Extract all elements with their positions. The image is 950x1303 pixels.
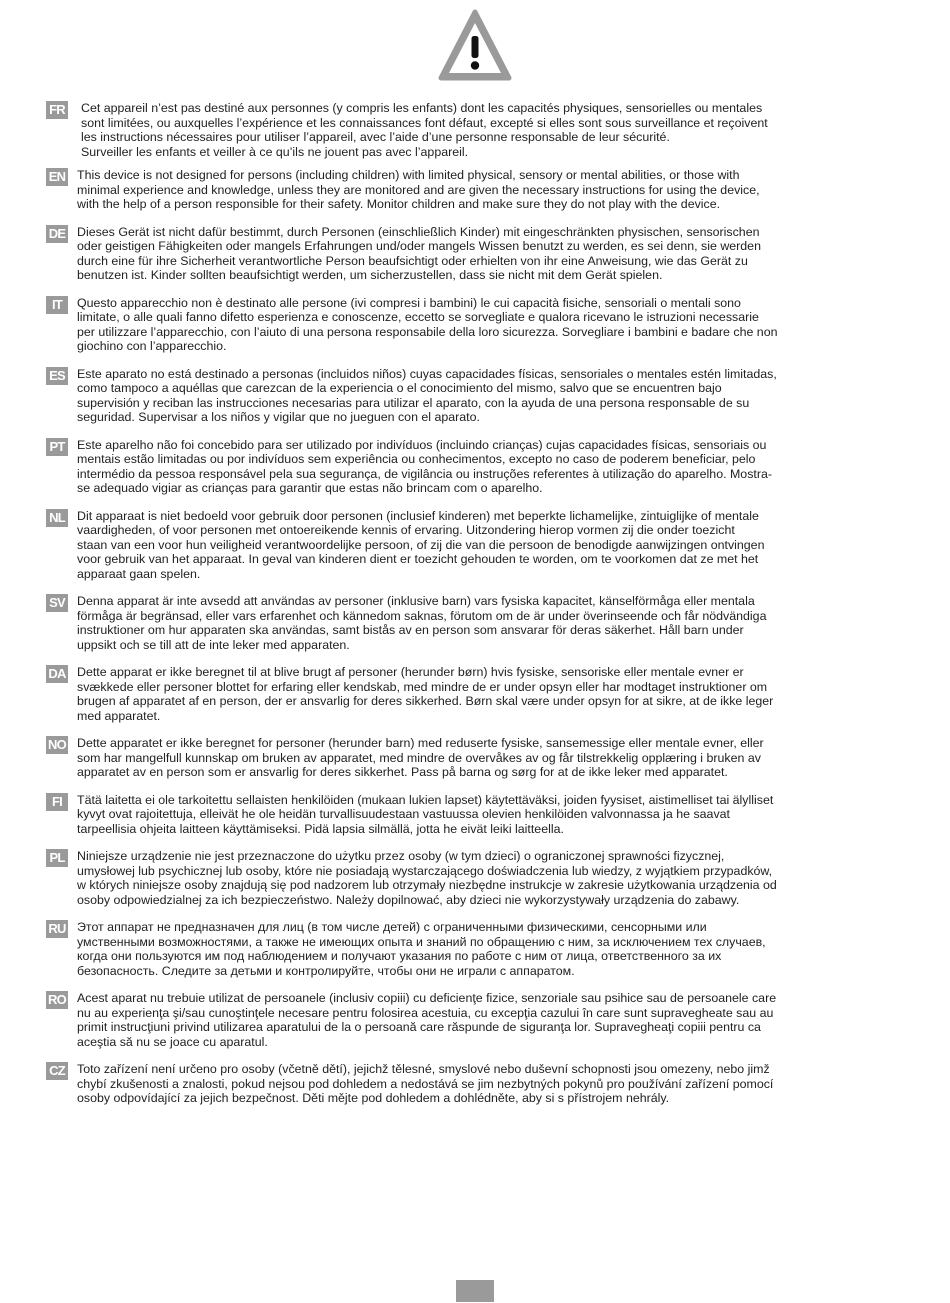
language-code-badge: NL — [46, 509, 68, 527]
section-nl — [46, 509, 908, 582]
language-code-badge: PL — [46, 849, 68, 867]
safety-warnings — [46, 101, 908, 1119]
section-text: Cet appareil n’est pas destiné aux personnes (y compris les enfants) dont les capacités physiques, sensorielles ou mentales sont limitées, ou auxquelles l’expérience et les connaissances font défaut, excepté si elles sont sous surveillance et reçoivent les instructions nécessaires pour utiliser l’appareil, avec l’aide d’une personne responsable de leur sécurité. Surveiller les enfants et veiller à ce qu’ils ne jouent pas avec l’appareil. — [81, 101, 768, 159]
section-en — [46, 168, 908, 212]
language-code-badge: PT — [46, 438, 68, 456]
language-code-badge: NO — [46, 736, 68, 754]
section-ru — [46, 920, 908, 978]
section-text: Dette apparatet er ikke beregnet for personer (herunder barn) med reduserte fysiske, sansemessige eller mentale evner, eller som har mangelfull kunnskap om bruken av apparatet, med mindre de overvåkes av og får tilstrekkelig opplæring i bruken av apparatet av en person som er ansvarlig for deres sikkerhet. Pass på barna og sørg for at de ikke leker med apparatet. — [77, 736, 764, 779]
section-ro — [46, 991, 908, 1049]
section-da — [46, 665, 908, 723]
section-fi — [46, 793, 908, 837]
language-code-badge: SV — [46, 594, 68, 612]
section-text: Denna apparat är inte avsedd att användas av personer (inklusive barn) vars fysiska kapacitet, känselförmåga eller mentala förmåga är begränsad, eller vars erfarenhet och kännedom saknas, förutom om de är under överinseende och får nödvändiga instruktioner om hur apparaten ska användas, samt bistås av en person som ansvarar för deras säkerhet. Håll barn under uppsikt och se till att de inte leker med apparaten. — [77, 594, 767, 652]
warning-triangle-icon — [438, 8, 512, 82]
section-pt — [46, 438, 908, 496]
language-code-badge: ES — [46, 367, 68, 385]
section-text: Este aparelho não foi concebido para ser utilizado por indivíduos (incluindo crianças) cujas capacidades físicas, sensoriais ou mentais estão limitadas ou por indivíduos sem experiência ou conhecimentos, excepto no caso de poderem beneficiar, pelo intermédio da pessoa responsável pela sua segurança, de vigilância ou instruções referentes à utilização do aparelho. Mostra- se adequado vigiar as crianças para garantir que estas não brincam com o aparelho. — [77, 437, 772, 495]
language-code-badge: IT — [46, 296, 68, 314]
section-sv — [46, 594, 908, 652]
language-code-badge: RU — [46, 920, 68, 938]
language-code-badge: CZ — [46, 1062, 68, 1080]
page-number-box — [456, 1280, 494, 1302]
section-text: Este aparato no está destinado a personas (incluidos niños) cuyas capacidades físicas, sensoriales o mentales estén limitadas, como tampoco a aquéllas que carezcan de la experiencia o el conocimiento del mismo, salvo que se encuentren bajo supervisión y reciban las instrucciones necesarias para utilizar el aparato, con la ayuda de una persona responsable de su seguridad. Supervisar a los niños y vigilar que no jueguen con el aparato. — [77, 366, 777, 424]
section-text: Toto zařízení není určeno pro osoby (včetně dětí), jejichž tělesné, smyslové nebo duševní schopnosti jsou omezeny, nebo jimž chybí zkušenosti a znalosti, pokud nejsou pod dohledem a nedostává se jim nezbytných pokynů pro používání zařízení pomocí osoby odpovídající za jejich bezpečnost. Děti mějte pod dohledem a dohlédněte, aby si s přístrojem nehrály. — [77, 1062, 774, 1105]
section-de — [46, 225, 908, 283]
section-text: Tätä laitetta ei ole tarkoitettu sellaisten henkilöiden (mukaan lukien lapset) käytettäväksi, joiden fyysiset, aistimelliset tai älylliset kyvyt ovat rajoitettuja, elleivät he ole heidän turvallisuudestaan vastuussa olevien henkilöiden valvonnassa ja he saavat tarpeellisia ohjeita laitteen käyttämiseksi. Pidä lapsia silmällä, jotta he eivät leiki laitteella. — [77, 792, 774, 836]
section-text: Questo apparecchio non è destinato alle persone (ivi compresi i bambini) le cui capacità fisiche, sensoriali o mentali sono limitate, o alle quali fanno difetto esperienza e conoscenze, eccetto se sorvegliate e qualora ricevano le istruzioni necessarie per utilizzare l’apparecchio, con l’aiuto di una persona responsabile della loro sicurezza. Sorvegliare i bambini e badare che non giochino con l’apparecchio. — [77, 295, 778, 353]
section-text: Этот аппарат не предназначен для лиц (в том числе детей) с ограниченными физическими, сенсорными или умственными возможностями, а также не имеющих опыта и знаний по обращению с ним, за исключением тех случаев, когда они пользуются им под наблюдением и получают указания по работе с ним от лица, ответственного за их безопасность. Следите за детьми и контролируйте, чтобы они не играли с аппаратом. — [77, 920, 766, 978]
section-text: This device is not designed for persons (including children) with limited physical, sensory or mental abilities, or those with minimal experience and knowledge, unless they are monitored and are given the necessary instructions for using the device, with the help of a person responsible for their safety. Monitor children and make sure they do not play with the device. — [77, 168, 760, 211]
language-code-badge: DE — [46, 225, 68, 243]
section-text: Niniejsze urządzenie nie jest przeznaczone do użytku przez osoby (w tym dzieci) o ograniczonej sprawności fizycznej, umysłowej lub psychicznej lub osoby, które nie posiadają wystarczającego doświadczenia lub wiedzy, z wyjątkiem przypadków, w których niniejsze osoby znajdują się pod nadzorem lub otrzymały niezbędne instrukcje w zakresie użytkowania urządzenia od osoby odpowiedzialnej za ich bezpieczeństwo. Należy dopilnować, aby dzieci nie wykorzystywały urządzenia do zabawy. — [77, 849, 777, 907]
section-fr — [46, 101, 908, 159]
section-no — [46, 736, 908, 780]
section-text: Dieses Gerät ist nicht dafür bestimmt, durch Personen (einschließlich Kinder) mit eingeschränkten physischen, sensorischen oder geistigen Fähigkeiten oder mangels Erfahrungen und/oder mangels Wissen benutzt zu werden, es sei denn, sie werden durch eine für ihre Sicherheit verantwortliche Person beaufsichtigt oder erhielten von ihr eine Anweisung, wie das Gerät zu benutzen ist. Kinder sollten beaufsichtigt werden, um sicherzustellen, dass sie nicht mit dem Gerät spielen. — [77, 224, 761, 282]
section-cz — [46, 1062, 908, 1106]
language-code-badge: FR — [46, 101, 68, 119]
section-es — [46, 367, 908, 425]
language-code-badge: RO — [46, 991, 68, 1009]
language-code-badge: FI — [46, 793, 68, 811]
section-it — [46, 296, 908, 354]
section-pl — [46, 849, 908, 907]
section-text: Dit apparaat is niet bedoeld voor gebruik door personen (inclusief kinderen) met beperkte lichamelijke, zintuiglijke of mentale vaardigheden, of voor personen met ontoereikende kennis of ervaring. Uitzondering hierop vormen zij die onder toezicht staan van een voor hun veiligheid verantwoordelijke persoon, of zij die van die persoon de benodigde aanwijzingen ontvingen voor gebruik van het apparaat. In geval van kinderen dient er toezicht gehouden te worden, om te voorkomen dat ze met het apparaat gaan spelen. — [77, 508, 765, 581]
section-text: Acest aparat nu trebuie utilizat de persoanele (inclusiv copiii) cu deficienţe fizice, senzoriale sau psihice sau de persoanele care nu au experienţa şi/sau cunoştinţele necesare pentru folosirea acestuia, cu excepţia cazului în care sunt supravegheate sau au primit instrucţiuni privind utilizarea aparatului de la o persoană care răspunde de siguranţa lor. Supravegheaţi copiii pentru ca aceştia să nu se joace cu aparatul. — [77, 991, 777, 1049]
section-text: Dette apparat er ikke beregnet til at blive brugt af personer (herunder børn) hvis fysiske, sensoriske eller mentale evner er svækkede eller personer blottet for erfaring eller kendskab, med mindre de er under opsyn eller har modtaget instruktioner om brugen af apparatet af en person, der er ansvarlig for deres sikkerhed. Børn skal være under opsyn for at sikre, at de ikke leger med apparatet. — [77, 665, 774, 723]
language-code-badge: EN — [46, 168, 68, 186]
language-code-badge: DA — [46, 665, 68, 683]
